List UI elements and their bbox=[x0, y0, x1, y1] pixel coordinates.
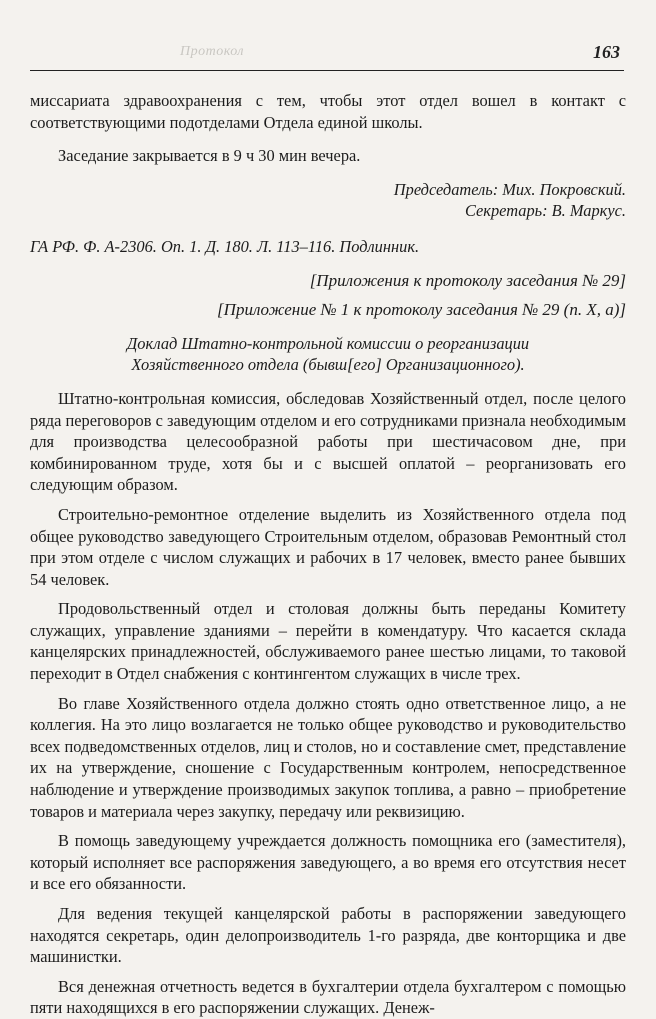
body-paragraph: Продовольственный отдел и столовая должны быть переданы Комитету служащих, управление зданиями – перейти в комендатуру. Что касается склада канцелярских принадлежностей, обслуживаемого ранее шестью лицами, то таковой переходит в Отдел снабжения с контингентом служащих в числе трех. bbox=[30, 599, 626, 684]
body-paragraph: Во главе Хозяйственного отдела должно стоять одно ответственное лицо, а не коллегия. На это лицо возлагается не только общее руководство и руководительство всех подведомственных отделов, лиц и столов, но и составление смет, представление их на утверждение, сношение с Государственным контролем, непосредственное наблюдение и утверждение производимых закупок топлива, а равно – приобретение товаров и материала через закупку, передачу или реквизицию. bbox=[30, 693, 626, 821]
body-paragraph: В помощь заведующему учреждается должность помощника его (заместителя), который исполняет все распоряжения заведующего, а во время его отсутствия несет и все его обязанности. bbox=[30, 831, 626, 894]
secretary-signature: Секретарь: В. Маркус. bbox=[464, 201, 626, 221]
archive-reference: ГА РФ. Ф. А-2306. Оп. 1. Д. 180. Л. 113–116. Подлинник. bbox=[30, 236, 420, 256]
body-paragraph: Вся денежная отчетность ведется в бухгалтерии отдела бухгалтером с помощью пяти находящихся в его распоряжении служащих. Денеж- bbox=[30, 976, 626, 1018]
page-content bbox=[30, 90, 626, 1019]
chairman-signature: Председатель: Мих. Покровский. bbox=[393, 179, 626, 199]
body-paragraph: Штатно-контрольная комиссия, обследовав Хозяйственный отдел, после целого ряда переговоров с заведующим отделом и его сотрудниками признала необходимым для производства целесообразной работы при шестичасовом дне, при комбинированном труде, хотя бы и с высшей оплатой – реорганизовать его следующим образом. bbox=[30, 388, 626, 495]
page-header bbox=[30, 38, 624, 71]
meeting-close-line: Заседание закрывается в 9 ч 30 мин вечера. bbox=[58, 146, 361, 166]
document-title-line-2: Хозяйственного отдела (бывш[его] Организационного). bbox=[131, 355, 525, 375]
body-paragraph: Для ведения текущей канцелярской работы в распоряжении заведующего находятся секретарь, один делопроизводитель 1-го разряда, две конторщика и две машинистки. bbox=[30, 904, 626, 967]
document-title-line-1: Доклад Штатно-контрольной комиссии о реорганизации bbox=[126, 333, 530, 353]
appendix-subheading: [Приложение № 1 к протоколу заседания № 29 (п. X, а)] bbox=[217, 300, 626, 320]
running-head: Протокол bbox=[180, 44, 244, 59]
appendix-heading: [Приложения к протоколу заседания № 29] bbox=[309, 270, 626, 290]
page-number: 163 bbox=[593, 42, 620, 62]
body-paragraph: Строительно-ремонтное отделение выделить из Хозяйственного отдела под общее руководство заведующего Строительным отделом, образовав Ремонтный стол при этом отделе с числом служащих и рабочих в 17 человек, вместо ранее бывших 54 человек. bbox=[30, 504, 626, 589]
paragraph-continued: миссариата здравоохранения с тем, чтобы этот отдел вошел в контакт с соответствующими подотделами Отдела единой школы. bbox=[30, 91, 626, 132]
